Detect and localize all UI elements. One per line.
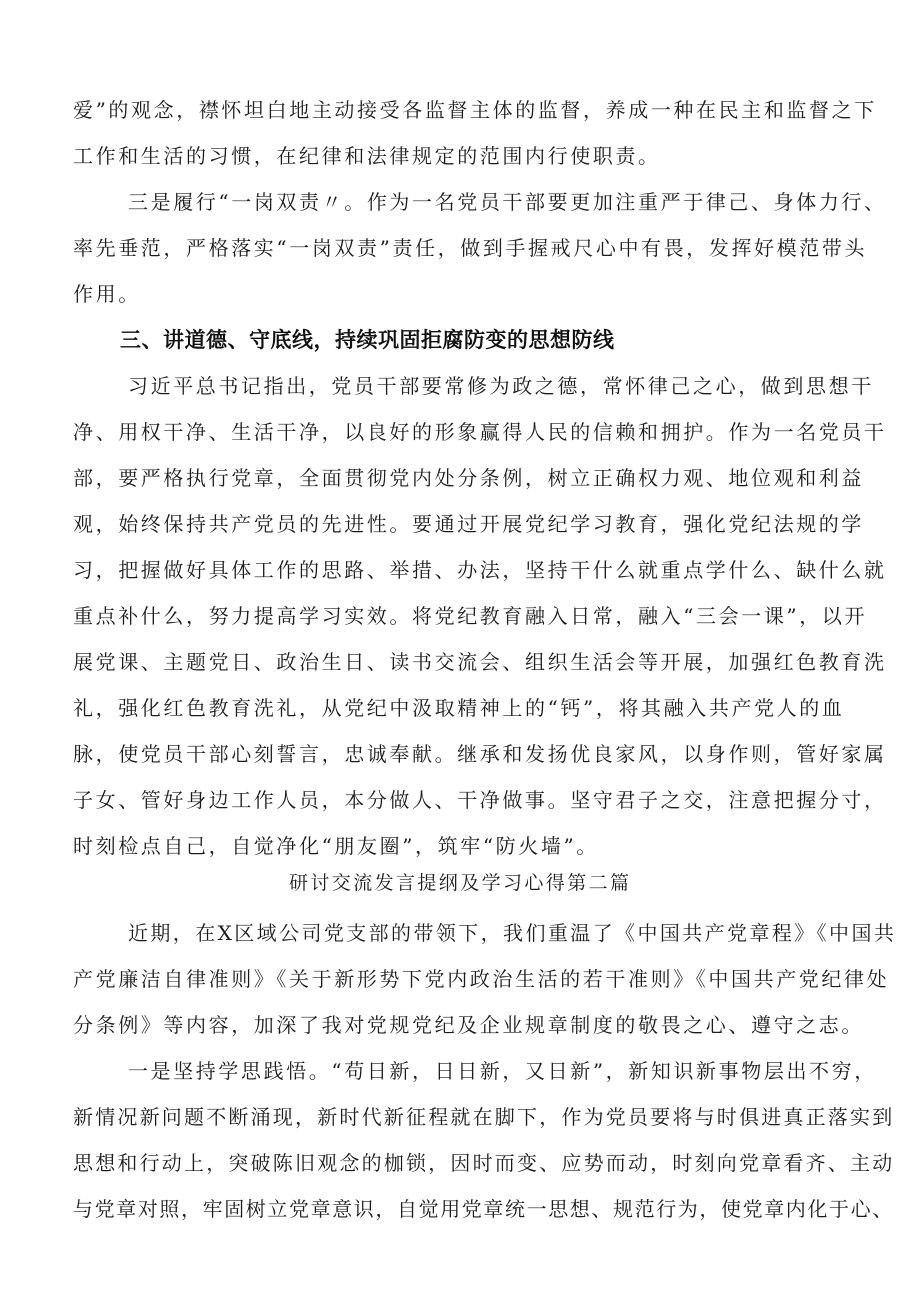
paragraph-line: 率先垂范，严格落实“一岗双责”责任，做到手握戒尺心中有畏，发挥好模范带头 — [73, 236, 868, 260]
paragraph-line: 子女、管好身边工作人员，本分做人、干净做事。坚守君子之交，注意把握分寸， — [73, 788, 887, 812]
paragraph-line: 观，始终保持共产党员的先进性。要通过开展党纪学习教育，强化党纪法规的学 — [73, 512, 864, 536]
paragraph-line: 作用。 — [73, 282, 141, 306]
paragraph-line: 与党章对照，牢固树立党章意识，自觉用党章统一思想、规范行为，使党章内化于心、 — [73, 1197, 894, 1221]
paragraph-line: 产党廉洁自律准则》《关于新形势下党内政治生活的若干准则》《中国共产党纪律处 — [73, 967, 890, 991]
paragraph-line: 部，要严格执行党章，全面贯彻党内处分条例，树立正确权力观、地位观和利益 — [73, 466, 864, 490]
paragraph-line: 重点补什么，努力提高学习实效。将党纪教育融入日常，融入“三会一课”，以开 — [73, 604, 868, 628]
paragraph-line: 展党课、主题党日、政治生日、读书交流会、组织生活会等开展，加强红色教育洗 — [73, 650, 887, 674]
paragraph-line: 近期，在X区域公司党支部的带领下，我们重温了《中国共产党章程》《中国共 — [128, 921, 897, 945]
paragraph-line: 时刻检点自己，自觉净化“朋友圈”，筑牢“防火墙”。 — [73, 834, 599, 858]
paragraph-line: 分条例》等内容，加深了我对党规党纪及企业规章制度的敬畏之心、遵守之志。 — [73, 1013, 864, 1037]
paragraph-line: 爱”的观念，襟怀坦白地主动接受各监督主体的监督，养成一种在民主和监督之下 — [73, 98, 877, 122]
paragraph-line: 一是坚持学思践悟。“苟日新，日日新，又日新”，新知识新事物层出不穷， — [128, 1059, 877, 1083]
paragraph-line: 脉，使党员干部心刻誓言，忠诚奉献。继承和发扬优良家风，以身作则，管好家属 — [73, 742, 887, 766]
paragraph-line: 工作和生活的习惯，在纪律和法律规定的范围内行使职责。 — [73, 144, 661, 168]
paragraph-line: 习，把握做好具体工作的思路、举措、办法，坚持干什么就重点学什么、缺什么就 — [73, 558, 887, 582]
section-heading: 三、讲道德、守底线，持续巩固拒腐防变的思想防线 — [120, 328, 615, 352]
paragraph-line: 三是履行“一岗双责〃。作为一名党员干部要更加注重严于律己、身体力行、 — [128, 190, 887, 214]
article-subtitle: 研讨交流发言提纲及学习心得第二篇 — [289, 872, 632, 894]
paragraph-line: 习近平总书记指出，党员干部要常修为政之德，常怀律己之心，做到思想干 — [128, 374, 874, 398]
paragraph-line: 礼，强化红色教育洗礼，从党纪中汲取精神上的“钙”，将其融入共产党人的血 — [73, 696, 845, 720]
paragraph-line: 净、用权干净、生活干净，以良好的形象赢得人民的信赖和拥护。作为一名党员干 — [73, 420, 887, 444]
paragraph-line: 新情况新问题不断涌现，新时代新征程就在脚下，作为党员要将与时俱进真正落实到 — [73, 1105, 895, 1129]
paragraph-line: 思想和行动上，突破陈旧观念的枷锁，因时而变、应势而动，时刻向党章看齐、主动 — [73, 1151, 895, 1175]
